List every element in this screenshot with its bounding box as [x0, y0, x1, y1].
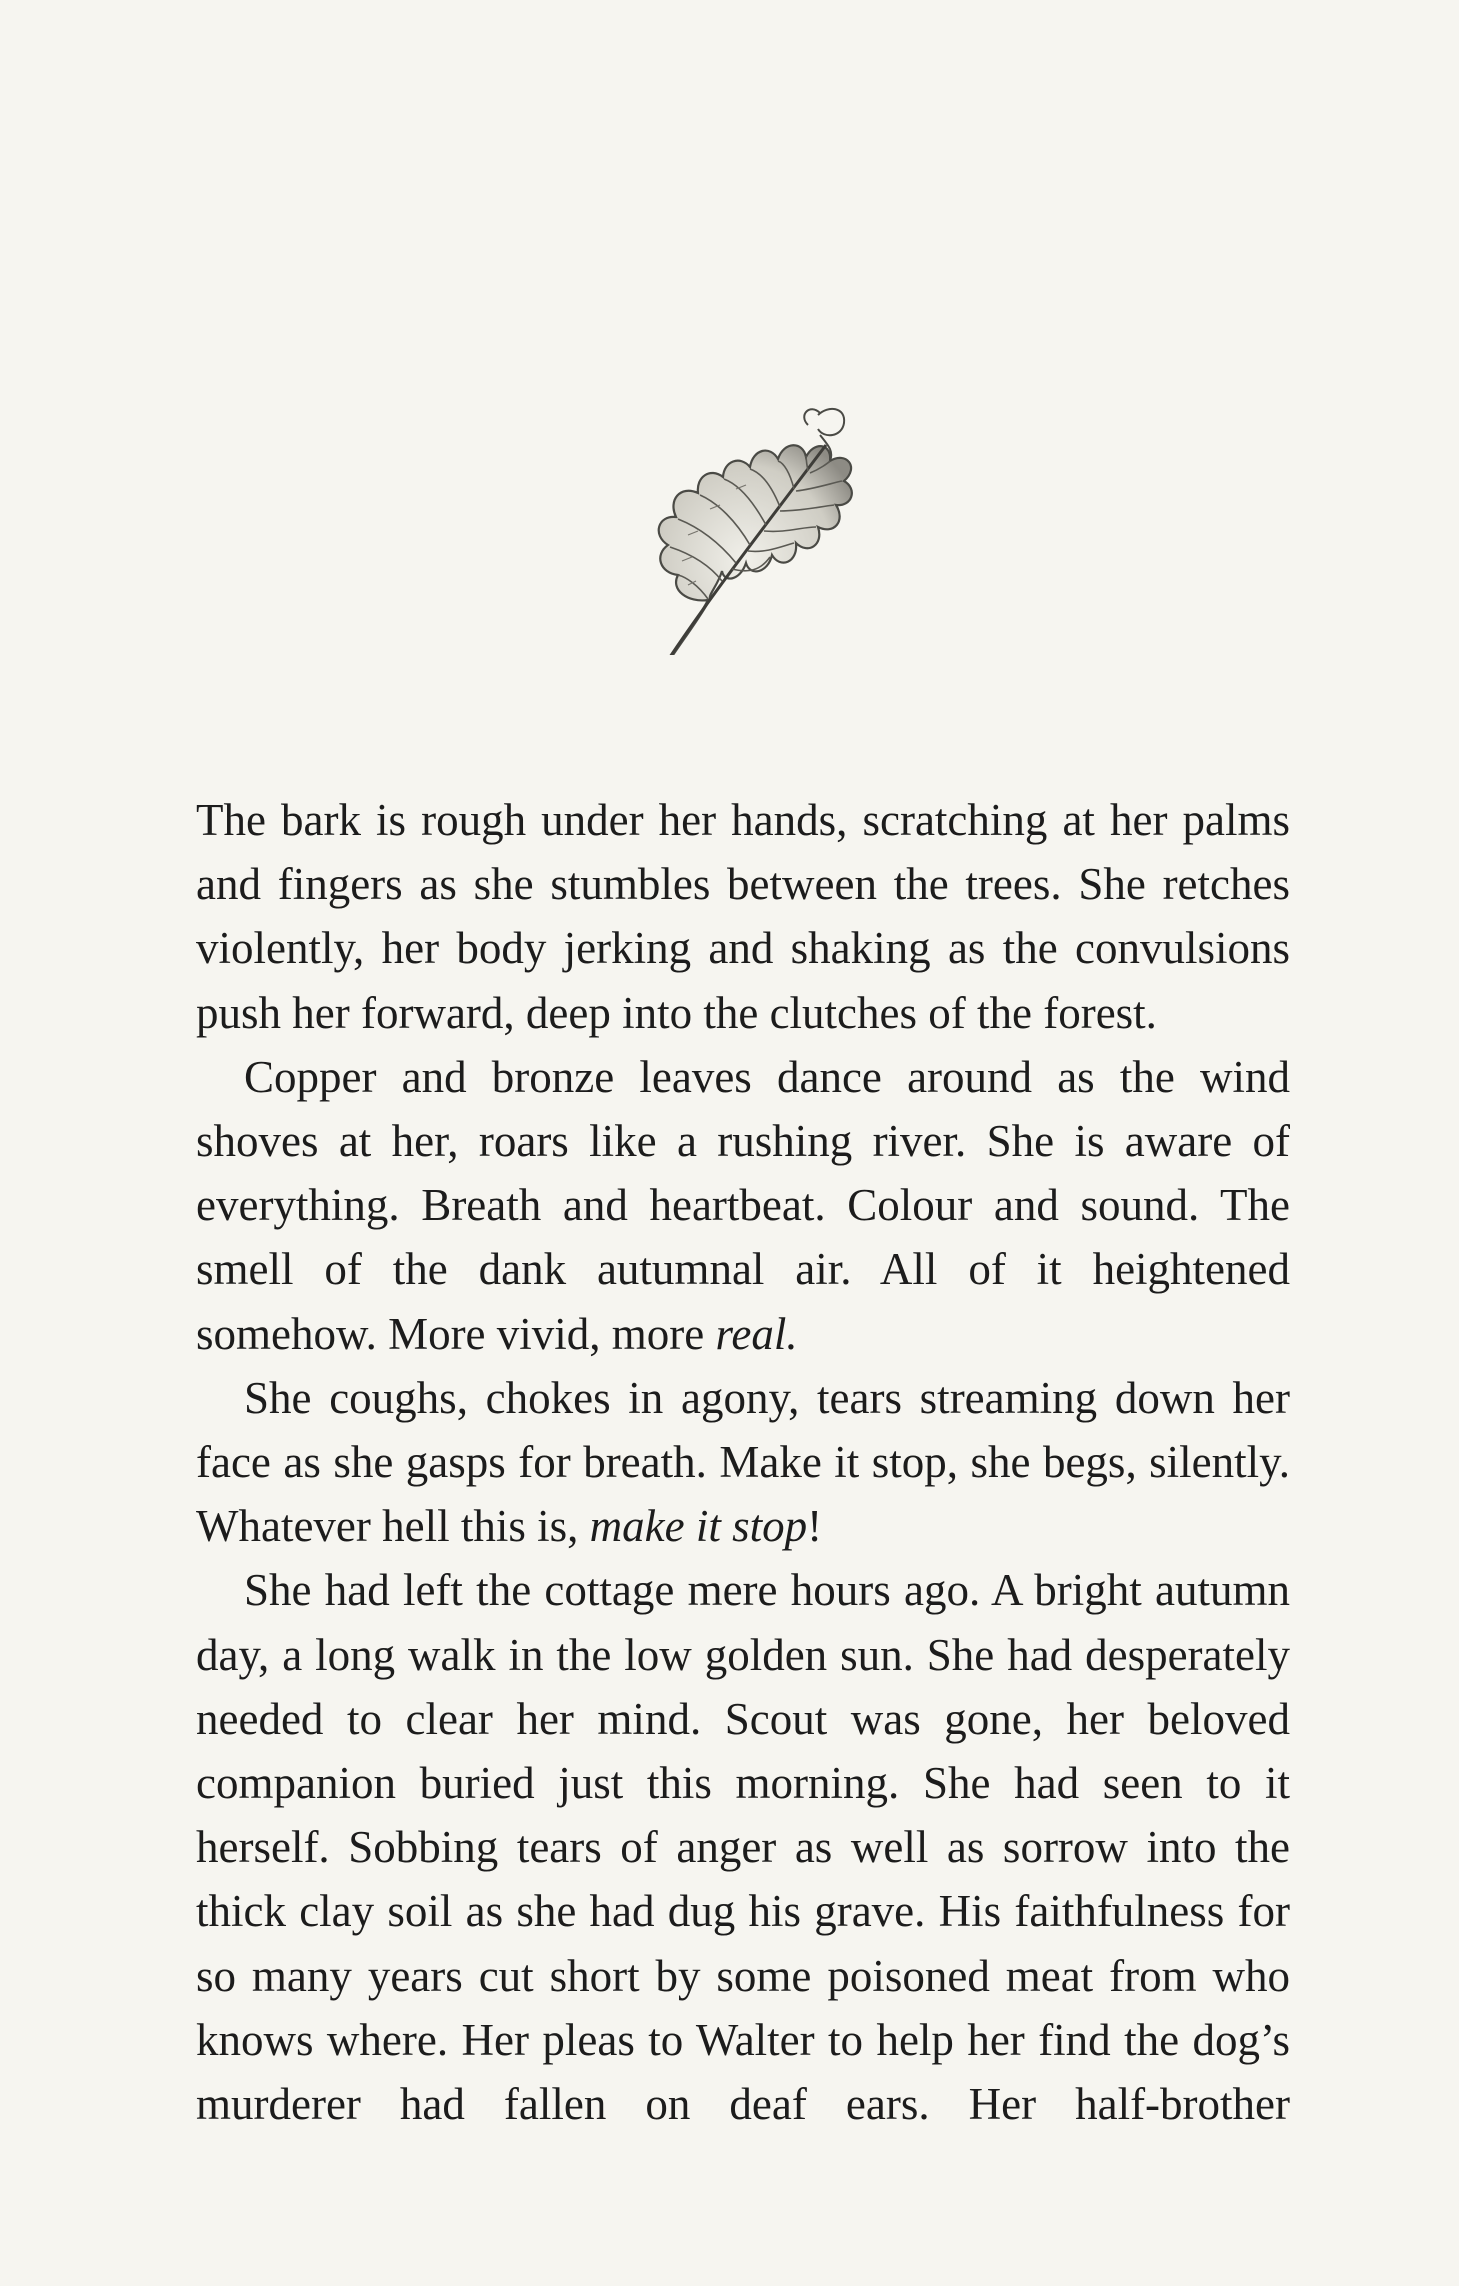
paragraph-3-tail: !	[807, 1501, 823, 1552]
paragraph-3	[196, 1366, 1290, 1559]
paragraph-2	[196, 1045, 1290, 1366]
paragraph-4-text: She had left the cottage mere hours ago. A bright autumn day, a long walk in the low golden sun. She had desperately needed to clear her mind. Scout was gone, her beloved companion buried just this morning. She had seen to it herself. Sobbing tears of anger as well as sorrow into the thick clay soil as she had dug his grave. His faithfulness for so many years cut short by some poisoned meat from who knows where. Her pleas to Walter to help her find the dog’s murderer had fallen on deaf ears. Her half-brother	[196, 1565, 1290, 2130]
paragraph-3-emphasis: make it stop	[589, 1501, 808, 1552]
paragraph-1	[196, 788, 1290, 1045]
paragraph-2-emphasis: real.	[715, 1308, 798, 1359]
paragraph-4	[196, 1558, 1290, 2136]
body-text	[196, 788, 1290, 2136]
paragraph-2-text: Copper and bronze leaves dance around as the wind shoves at her, roars like a rushing river. She is aware of everything. Breath and heartbeat. Colour and sound. The smell of the dank autumnal air. All of it heightened somehow. More vivid, more	[196, 1051, 1290, 1359]
paragraph-3-text: She coughs, chokes in agony, tears streaming down her face as she gasps for breath. Make it stop, she begs, silently. Whatever hell this is,	[196, 1372, 1290, 1552]
oak-leaf-icon	[648, 385, 858, 655]
paragraph-1-text: The bark is rough under her hands, scratching at her palms and fingers as she stumbles between the trees. She retches violently, her body jerking and shaking as the convulsions push her forward, deep into the clutches of the forest.	[196, 795, 1290, 1038]
